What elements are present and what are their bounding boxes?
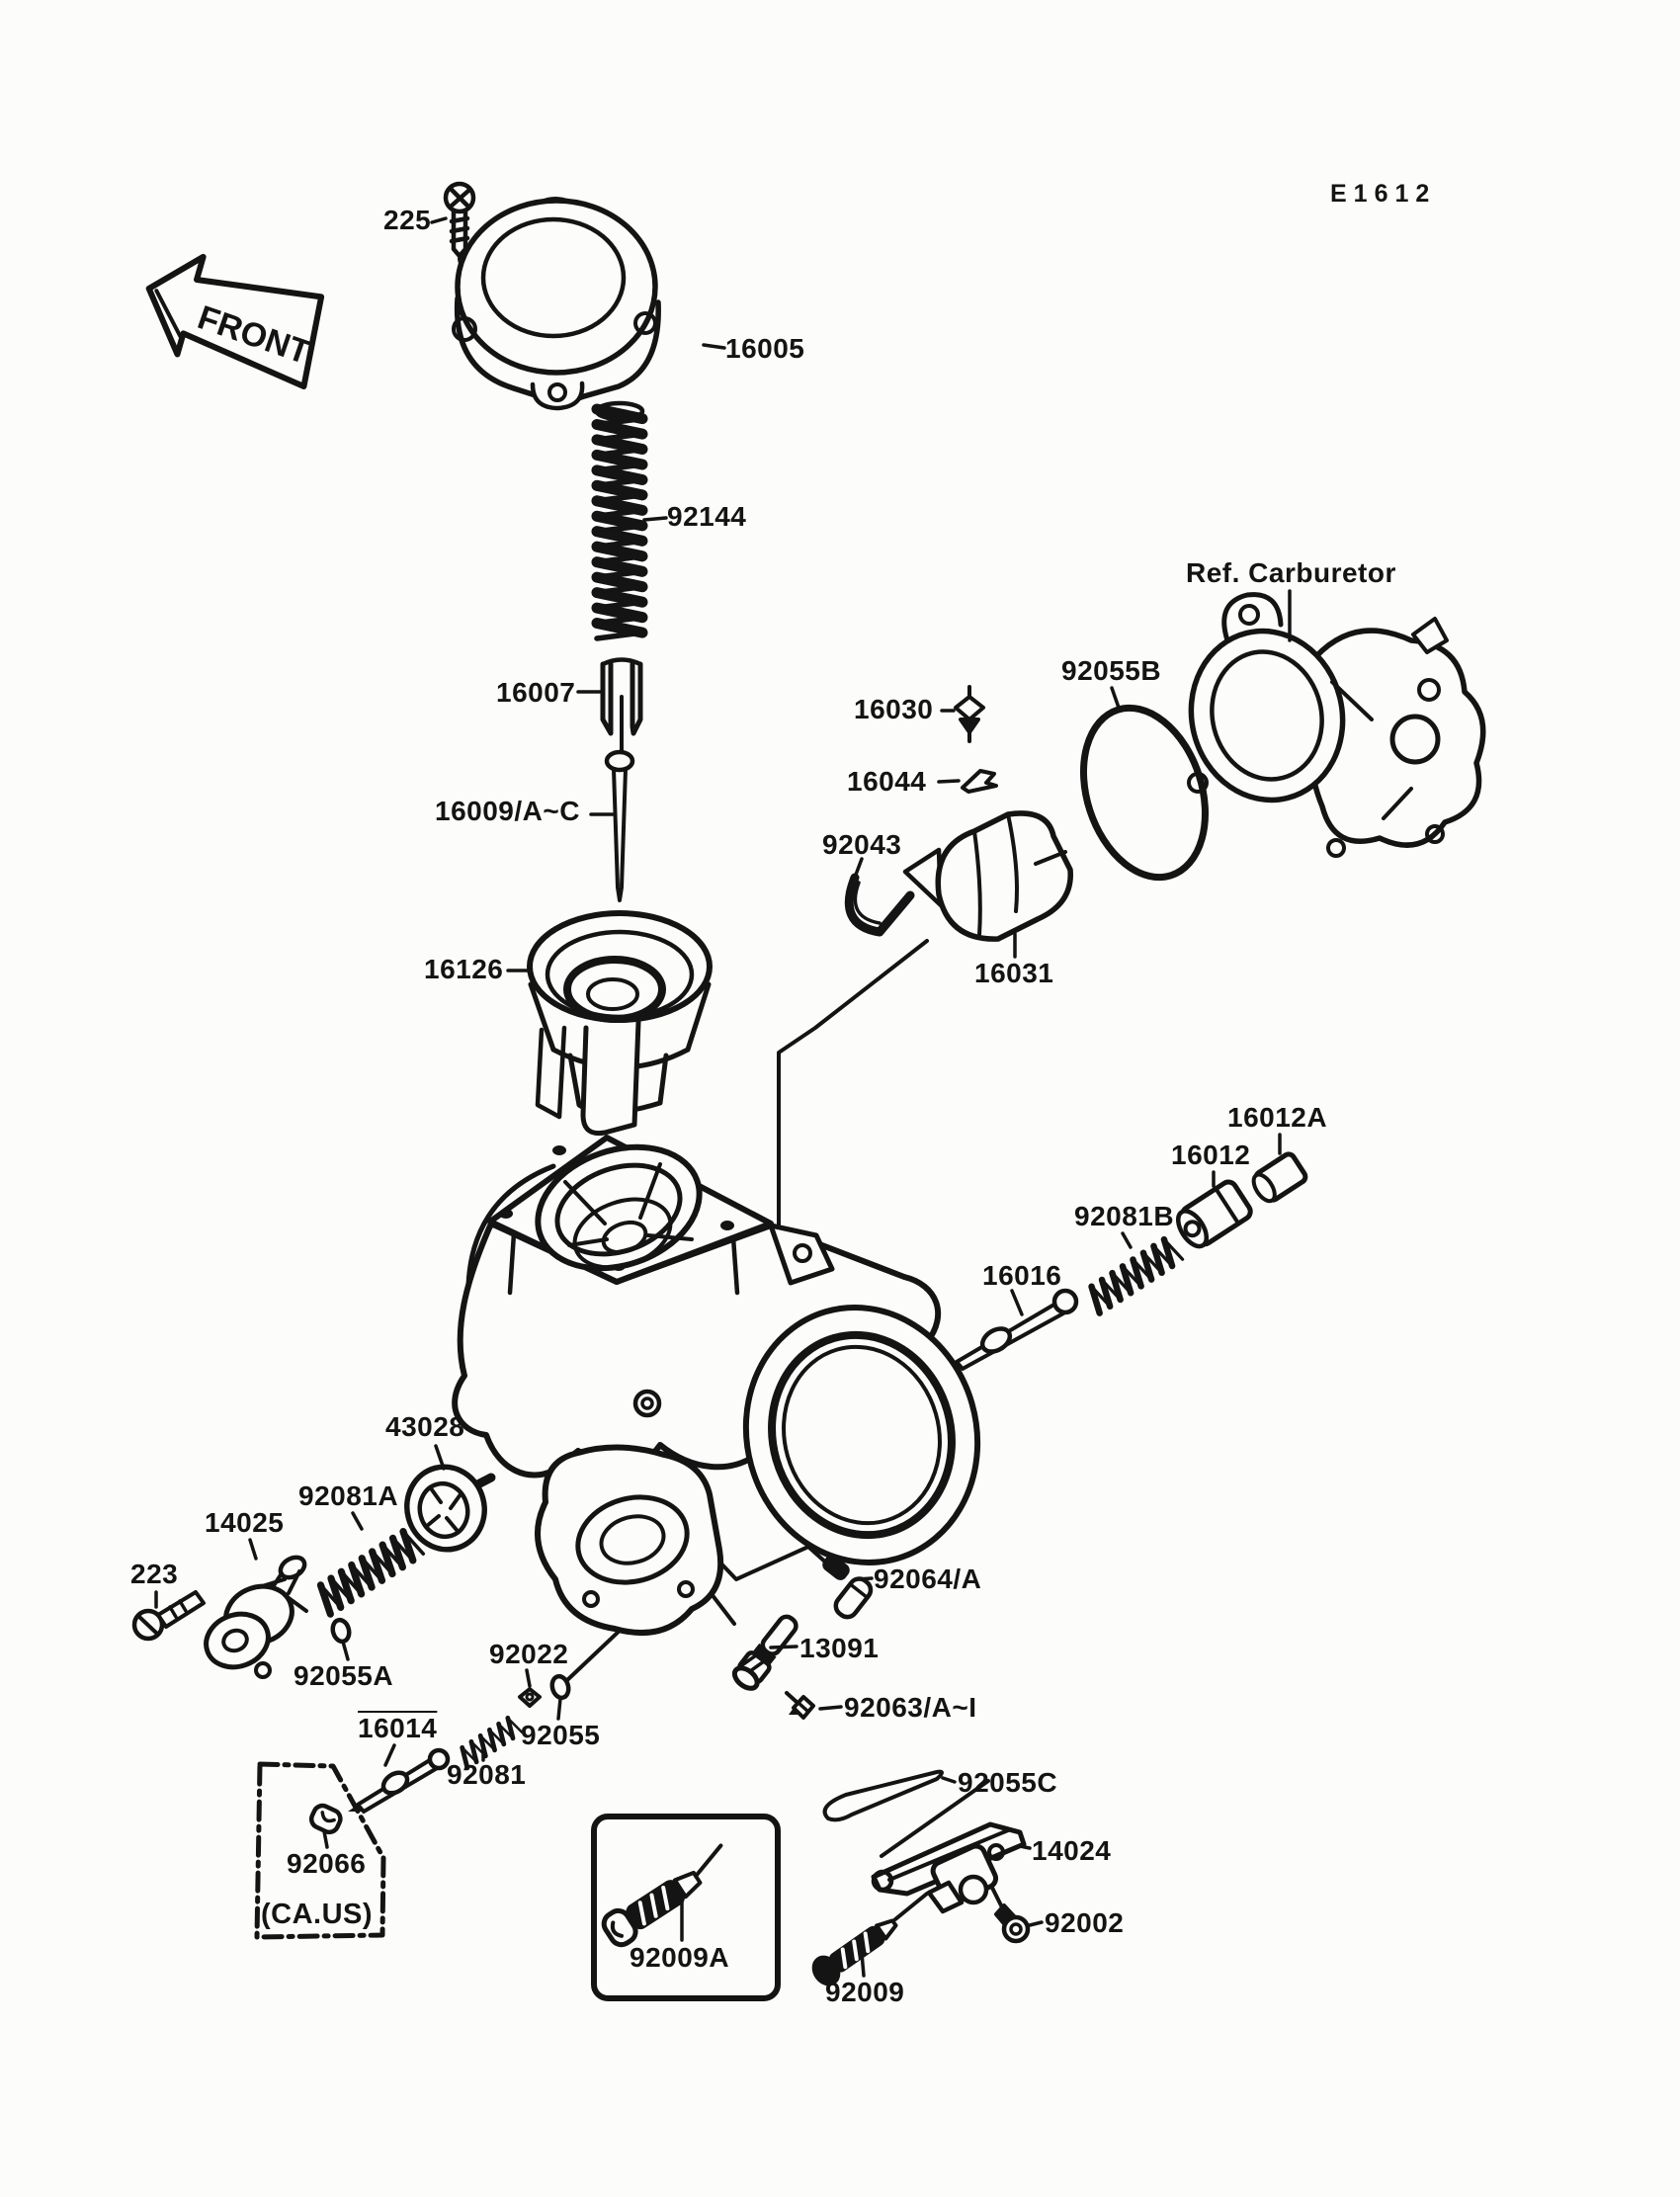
holder-16007 bbox=[603, 660, 640, 754]
page-code: E1612 bbox=[1330, 180, 1437, 208]
spring-92081a bbox=[314, 1529, 423, 1614]
needle-16014 bbox=[348, 1750, 448, 1812]
clip-16044 bbox=[963, 771, 996, 792]
part-label-16007: 16007 bbox=[496, 677, 576, 708]
part-label-92066: 92066 bbox=[287, 1848, 367, 1879]
part-label-43028: 43028 bbox=[385, 1411, 465, 1442]
part-label-223: 223 bbox=[130, 1559, 179, 1589]
part-label-92081b: 92081B bbox=[1074, 1201, 1175, 1231]
part-label-92144: 92144 bbox=[667, 501, 747, 532]
plunger-13091 bbox=[731, 1611, 802, 1692]
part-label-14025: 14025 bbox=[205, 1507, 285, 1538]
reference-note: Ref. Carburetor bbox=[1186, 557, 1396, 588]
part-label-16044: 16044 bbox=[847, 766, 927, 797]
cap-16005 bbox=[454, 199, 658, 408]
part-label-16009: 16009/A~C bbox=[435, 796, 580, 826]
front-label: FRONT bbox=[193, 298, 315, 373]
part-label-92055a: 92055A bbox=[294, 1660, 394, 1691]
part-label-225: 225 bbox=[383, 205, 432, 235]
part-label-92009: 92009 bbox=[825, 1977, 905, 2007]
part-label-92009a: 92009A bbox=[630, 1942, 730, 1973]
part-label-16014: 16014 bbox=[358, 1713, 438, 1743]
part-label-92022: 92022 bbox=[489, 1639, 569, 1669]
part-label-92081a: 92081A bbox=[298, 1480, 399, 1511]
main-carburetor-body bbox=[455, 1127, 1007, 1633]
screw-92002 bbox=[996, 1905, 1028, 1941]
leader-lines bbox=[156, 218, 1290, 1976]
valve-16030 bbox=[956, 687, 983, 741]
clip-92043 bbox=[849, 878, 910, 932]
float-16031 bbox=[905, 813, 1070, 939]
part-label-92043: 92043 bbox=[822, 829, 902, 860]
ring-92055a bbox=[330, 1618, 351, 1643]
part-label-16012: 16012 bbox=[1171, 1140, 1251, 1170]
nut-92022 bbox=[520, 1689, 540, 1706]
part-label-16031: 16031 bbox=[974, 958, 1054, 988]
nut-16012a bbox=[1249, 1152, 1307, 1206]
capnut-16012 bbox=[1172, 1179, 1253, 1252]
part-label-16016: 16016 bbox=[982, 1260, 1062, 1291]
spring-92081b bbox=[1085, 1237, 1183, 1313]
part-label-92055b: 92055B bbox=[1061, 655, 1162, 686]
screw-223 bbox=[134, 1592, 204, 1639]
part-label-16005: 16005 bbox=[725, 333, 805, 364]
part-label-13091: 13091 bbox=[799, 1633, 880, 1663]
region-note: (CA.US) bbox=[261, 1899, 374, 1930]
cap-92066 bbox=[308, 1803, 343, 1835]
part-label-92055c: 92055C bbox=[958, 1767, 1058, 1798]
spring-92144 bbox=[597, 409, 642, 638]
plunger-14025 bbox=[199, 1554, 308, 1677]
screw-92009a bbox=[600, 1843, 737, 1949]
part-label-92064: 92064/A bbox=[874, 1563, 982, 1594]
front-direction-arrow bbox=[133, 245, 330, 390]
part-label-16012a: 16012A bbox=[1227, 1102, 1328, 1133]
blade-92055c bbox=[825, 1772, 942, 1820]
part-label-14024: 14024 bbox=[1032, 1835, 1112, 1866]
part-label-92081: 92081 bbox=[447, 1759, 527, 1790]
needle-16009 bbox=[607, 752, 632, 900]
part-label-92063: 92063/A~I bbox=[844, 1692, 977, 1723]
reference-carburetor-body bbox=[1173, 595, 1482, 856]
part-label-92002: 92002 bbox=[1045, 1907, 1125, 1938]
part-label-16126: 16126 bbox=[424, 954, 504, 984]
part-label-92055: 92055 bbox=[521, 1720, 601, 1750]
part-label-16030: 16030 bbox=[854, 694, 934, 724]
bracket-14024 bbox=[874, 1824, 1024, 1911]
slide-16126 bbox=[530, 913, 710, 1134]
